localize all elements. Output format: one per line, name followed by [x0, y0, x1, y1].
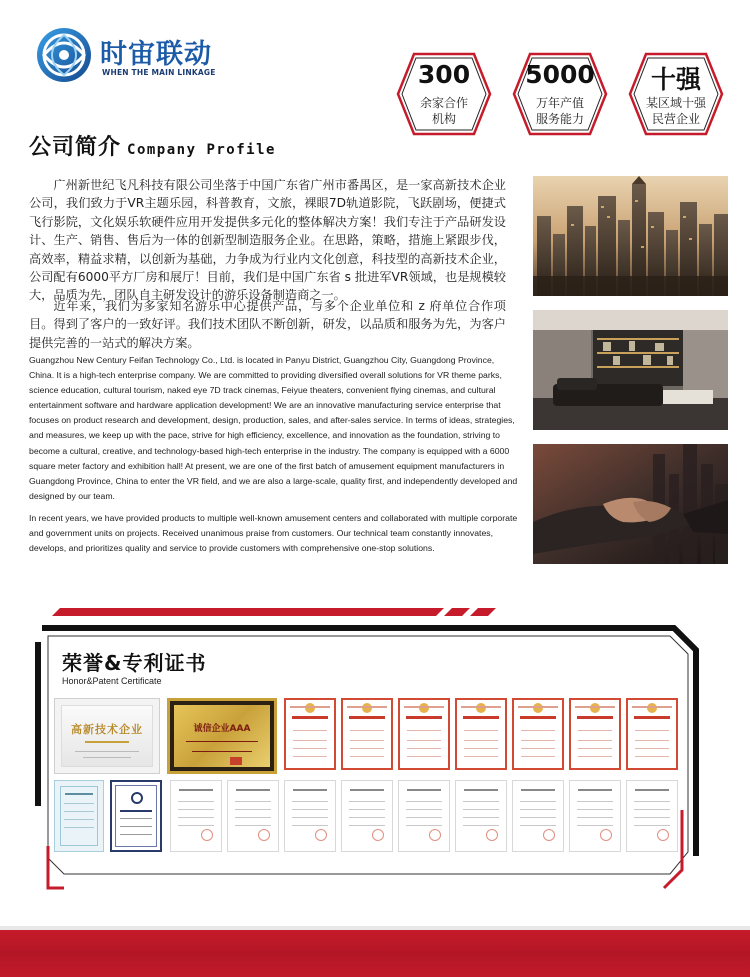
certificate-red: [626, 698, 678, 770]
company-logo: [34, 26, 234, 86]
certificate-white: [512, 780, 564, 852]
section-title-profile: [29, 130, 276, 161]
certificate-red: [455, 698, 507, 770]
stat-label: 服务能力: [535, 112, 584, 126]
certificate-red: [512, 698, 564, 770]
stat-partners: [396, 52, 492, 136]
stat-label: 某区域十强: [645, 96, 706, 110]
certificate-white: [341, 780, 393, 852]
profile-paragraph-en-1: Guangzhou New Century Feifan Technology Co., Ltd. is located in Panyu District, Guangzhou City, Guangdong Province, China. It is a high-tech enterprise company. We are committed to providing diversified overall solutions for VR theme parks, science education, cultural tourism, naked eye 7D track cinemas, Feiyue theaters, convenient flying cinemas, and cultural entertainment software and hardware application development! We are an innovative manufacturing service enterprise that focuses on product research and development, design, production, sales, and after-sales service. In terms of ideas, strategies, and measures, we keep up with the pace, strive for high efficiency, excellence, and innovation as the foundation, striving to become a cultural, creative, and technology-based high-tech enterprise in the industry. The company is equipped with a 6000 square meter factory and exhibition hall! At present, we are one of the first batch of amusement equipment manufacturers in Guangdong Province, China to enter the VR field, and we are also a large-scale, quality first, and independently developed and designed by our team.: [29, 355, 518, 501]
honor-title-en: Honor&Patent Certificate: [62, 676, 162, 686]
profile-title-en: Company Profile: [127, 142, 276, 158]
brand-name-cn: 时宙联动: [100, 39, 212, 70]
certificate-white: [455, 780, 507, 852]
certificate-white: [284, 780, 336, 852]
plaque-text: 高新技术企业: [71, 723, 143, 736]
stat-label: 万年产值: [535, 96, 584, 110]
stats-group: [396, 52, 726, 142]
logo-mark-icon: [34, 26, 98, 84]
certificate-red: [284, 698, 336, 770]
profile-paragraph-cn-2: 近年来，我们为多家知名游乐中心提供产品，与多个企业单位和 z 府单位合作项目。得到了客户的一致好评。我们技术团队不断创新，研发，以品质和服务为先，为客户提供完善的一站式的解决方案。: [29, 299, 506, 350]
system-certificate: [110, 780, 162, 852]
stat-label: 机构: [431, 112, 456, 126]
certificate-white: [569, 780, 621, 852]
certificate-white: [227, 780, 279, 852]
high-tech-plaque: [54, 698, 160, 774]
honor-title-cn: 荣誉&专利证书: [62, 651, 207, 675]
certificate-white: [170, 780, 222, 852]
gold-credit-plaque: [167, 698, 277, 774]
certificate-red: [341, 698, 393, 770]
stat-label: 余家合作: [419, 96, 468, 110]
patent-certificate-blue: [54, 780, 104, 852]
stat-ranking: [628, 52, 724, 136]
brand-name-en: WHEN THE MAIN LINKAGE: [102, 68, 216, 77]
certificate-red: [398, 698, 450, 770]
stat-output: [512, 52, 608, 136]
profile-title-cn: 公司简介: [29, 135, 122, 160]
city-skyline-photo: [533, 176, 728, 296]
showroom-photo: [533, 310, 728, 430]
stat-number: 十强: [650, 65, 701, 94]
stat-number: 5000: [525, 60, 595, 89]
profile-paragraph-cn-1: 广州新世纪飞凡科技有限公司坐落于中国广东省广州市番禺区，是一家高新技术企业公司，我们致力于VR主题乐园，科普教育，文旅，裸眼7D轨道影院，飞跃剧场，便捷式飞行影院，文化娱乐软硬件应用开发提供多元化的整体解决方案！我们专注于产品研发设计、生产、销售、售后为一体的创新型制造服务企业。在思路，策略，措施上紧跟步伐，高效率，精益求精，以创新为基础，力争成为行业内文化创意，科技型的高新技术企业，公司配有6000平方厂房和展厅！目前，我们是中国广东省 s 批进军VR领域，也是规模较大，品质为先，团队自主研发设计的游乐设备制造商之一。: [29, 178, 506, 303]
certificate-white: [398, 780, 450, 852]
gold-plaque-text: 诚信企业AAA: [193, 724, 251, 734]
profile-paragraph-en-2: In recent years, we have provided products to multiple well-known amusement centers and collaborated with multiple corporate and government units on projects. Received unanimous praise from customers. Our technical team constantly innovates, develops, and prioritizes quality and service to provide customers with comprehensive one-stop solutions.: [29, 513, 518, 554]
handshake-photo: [533, 444, 728, 564]
footer-band: [0, 930, 750, 977]
certificate-white: [626, 780, 678, 852]
certificate-red: [569, 698, 621, 770]
stat-label: 民营企业: [651, 112, 700, 126]
stat-number: 300: [417, 60, 471, 89]
